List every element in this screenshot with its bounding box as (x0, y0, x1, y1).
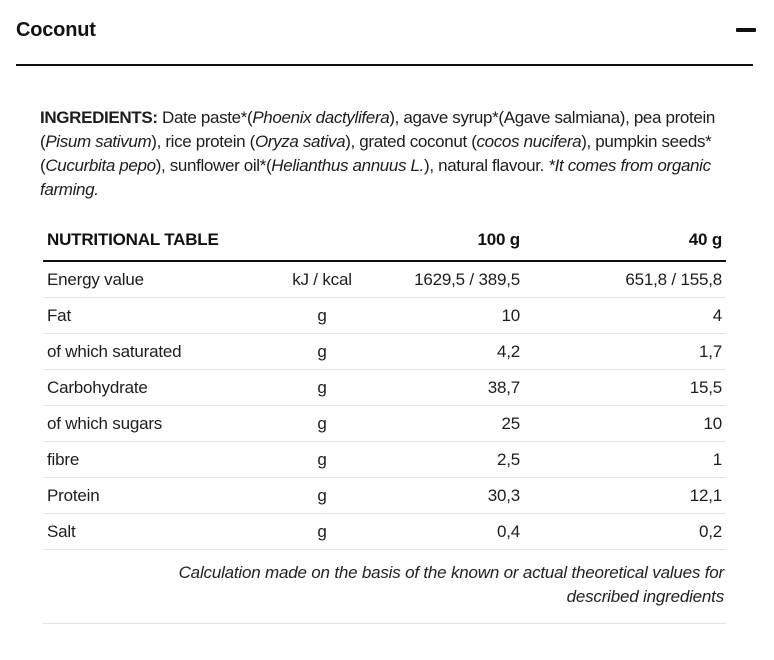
value-per-100g: 2,5 (496, 449, 520, 469)
table-title: NUTRITIONAL TABLE (47, 230, 219, 249)
nutrient-unit: g (317, 305, 327, 325)
nutrient-label: Protein (47, 485, 100, 505)
table-footnote: Calculation made on the basis of the known or actual theoretical values for described ingredients (178, 563, 724, 606)
ingredients-segment: ), agave syrup*(Agave salmiana), pea protein ( (40, 108, 716, 151)
nutrient-label: Salt (47, 521, 76, 541)
ingredients-segment: Date paste*( (162, 108, 253, 127)
nutrient-label: Fat (47, 305, 71, 325)
table-row (43, 478, 726, 514)
table-row (43, 298, 726, 334)
column-header-40g: 40 g (688, 230, 722, 249)
table-row (43, 442, 726, 478)
header-divider (16, 64, 753, 66)
value-per-40g: 651,8 / 155,8 (625, 269, 722, 289)
value-per-40g: 15,5 (689, 377, 722, 397)
ingredients-segment: Phoenix dactylifera (252, 108, 390, 127)
ingredients-segment: Oryza sativa (254, 132, 346, 151)
value-per-40g: 0,2 (698, 521, 722, 541)
ingredients-segment: Helianthus annuus L. (271, 156, 425, 175)
nutrient-unit: g (317, 377, 327, 397)
nutrient-label: Carbohydrate (47, 377, 148, 397)
nutrition-table (43, 224, 726, 624)
table-row (43, 514, 726, 550)
ingredients-segment: ), sunflower oil*( (155, 156, 272, 175)
nutrient-label: of which sugars (47, 413, 163, 433)
value-per-100g: 25 (501, 413, 520, 433)
nutrition-table-header (43, 224, 726, 262)
nutrient-label: of which saturated (47, 341, 182, 361)
nutrient-label: fibre (47, 449, 80, 469)
table-row (43, 406, 726, 442)
accordion-header-coconut[interactable] (16, 18, 756, 42)
nutrient-unit: g (317, 341, 327, 361)
value-per-40g: 12,1 (689, 485, 722, 505)
accordion-title: Coconut (16, 19, 96, 41)
nutrient-unit: g (317, 449, 327, 469)
value-per-100g: 38,7 (487, 377, 520, 397)
value-per-40g: 10 (703, 413, 722, 433)
value-per-40g: 1 (712, 449, 722, 469)
value-per-100g: 30,3 (487, 485, 520, 505)
ingredients-segment: Cucurbita pepo (45, 156, 156, 175)
ingredients-segment: ), pumpkin seeds*( (40, 132, 712, 175)
table-row (43, 262, 726, 298)
nutrient-unit: g (317, 413, 327, 433)
table-row (43, 370, 726, 406)
ingredients-segment: cocos nucifera (476, 132, 582, 151)
ingredients-segment: ), grated coconut ( (345, 132, 477, 151)
ingredients-segment: INGREDIENTS: (40, 108, 163, 127)
value-per-40g: 4 (712, 305, 722, 325)
nutrient-unit: g (317, 485, 327, 505)
value-per-100g: 1629,5 / 389,5 (414, 269, 520, 289)
nutrient-label: Energy value (47, 269, 144, 289)
ingredients-segment: ), natural flavour. (424, 156, 549, 175)
value-per-100g: 4,2 (496, 341, 520, 361)
ingredients-segment: ), rice protein ( (151, 132, 255, 151)
ingredients-paragraph (40, 106, 738, 202)
bottom-divider (43, 623, 726, 624)
value-per-40g: 1,7 (698, 341, 722, 361)
nutrient-unit: kJ / kcal (292, 269, 352, 289)
table-row (43, 334, 726, 370)
ingredients-segment: Pisum sativum (45, 132, 152, 151)
value-per-100g: 0,4 (496, 521, 520, 541)
ingredients-segment: *It comes from organic farming. (40, 156, 711, 199)
minus-icon[interactable] (736, 28, 756, 33)
column-header-100g: 100 g (477, 230, 520, 249)
value-per-100g: 10 (501, 305, 520, 325)
nutrient-unit: g (317, 521, 327, 541)
